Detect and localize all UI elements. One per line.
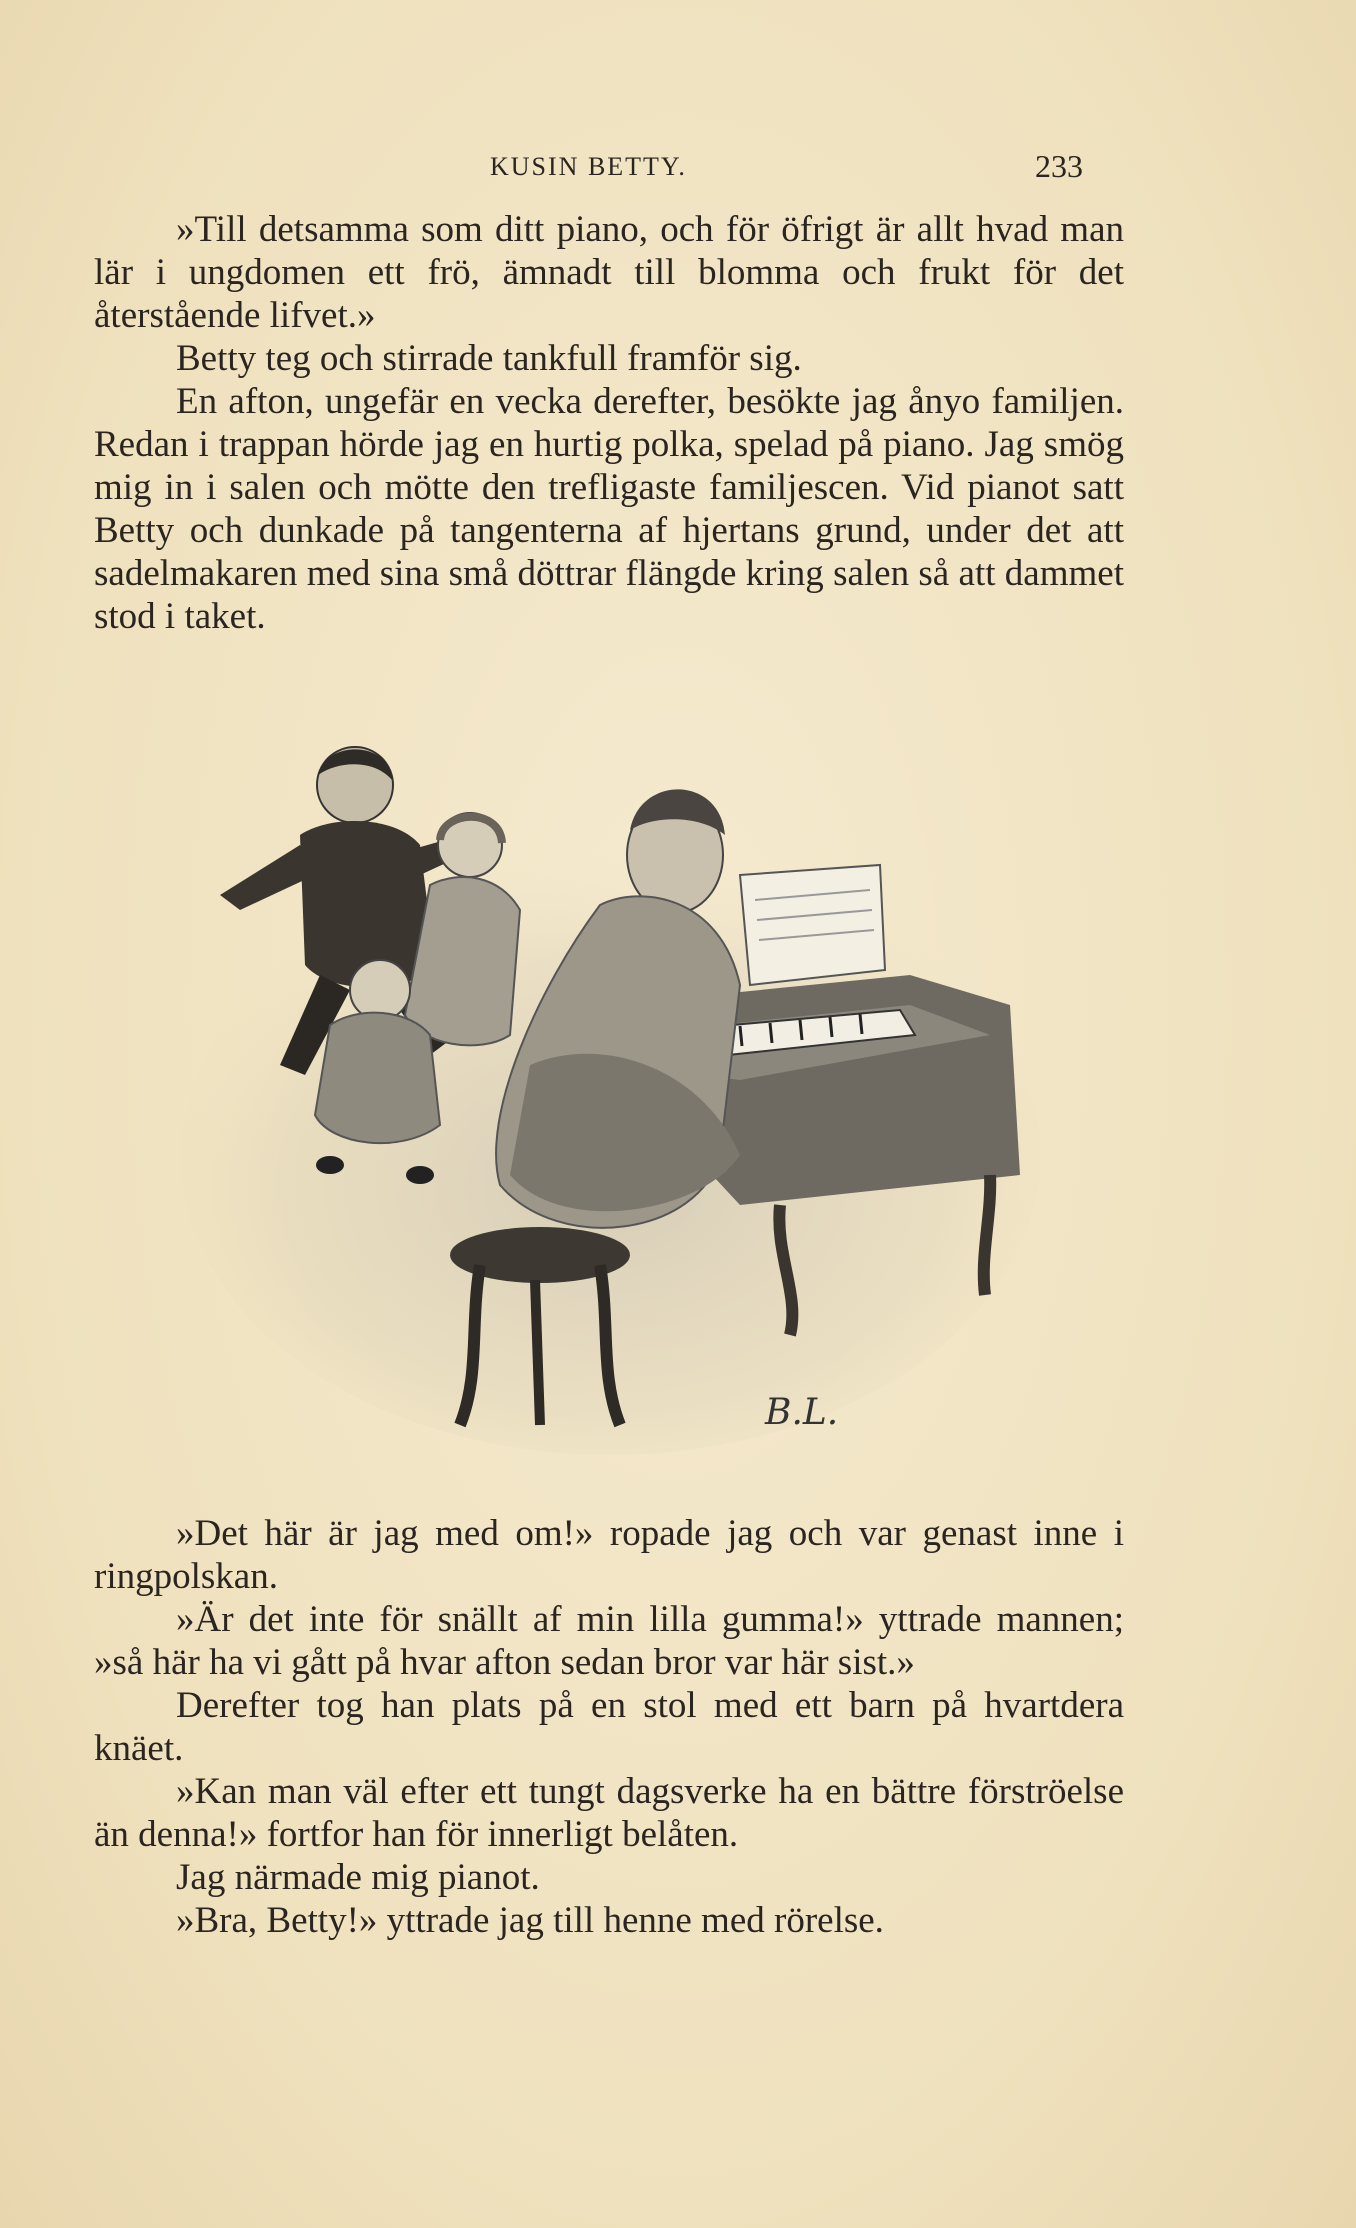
paragraph: Derefter tog han plats på en stol med ett barn på hvartdera knäet. xyxy=(94,1685,1124,1769)
paragraph: »Bra, Betty!» yttrade jag till henne med rörelse. xyxy=(176,1900,884,1941)
bottom-text-block xyxy=(94,1512,1124,1942)
paragraph: En afton, ungefär en vecka derefter, besökte jag ånyo familjen. Redan i trappan hörde jag en hurtig polka, spelad på piano. Jag smög mig in i salen och mötte den trefligaste familjescen. Vid pianot satt Betty och dunkade på tangenterna af hjertans grund, under det att sadelmakaren med sina små döttrar flängde kring salen så att dammet stod i taket. xyxy=(94,381,1124,637)
paragraph: Betty teg och stirrade tankfull framför sig. xyxy=(176,338,802,379)
paragraph: »Kan man väl efter ett tungt dagsverke ha en bättre förströelse än denna!» fortfor han för innerligt belåten. xyxy=(94,1771,1124,1855)
running-title: KUSIN BETTY. xyxy=(490,152,687,181)
illustration-dancing-family-piano xyxy=(180,735,1050,1455)
page-header xyxy=(90,148,1090,188)
paragraph: »Det här är jag med om!» ropade jag och var genast inne i ringpolskan. xyxy=(94,1513,1124,1597)
top-text-block xyxy=(94,208,1124,638)
paragraph: »Till detsamma som ditt piano, och för öfrigt är allt hvad man lär i ungdomen ett frö, ämnadt till blomma och frukt för det återstående lifvet.» xyxy=(94,209,1124,336)
page-number: 233 xyxy=(1035,148,1083,184)
paragraph: Jag närmade mig pianot. xyxy=(176,1857,540,1898)
paragraph: »Är det inte för snällt af min lilla gumma!» yttrade mannen; »så här ha vi gått på hvar afton sedan bror var här sist.» xyxy=(94,1599,1124,1683)
artist-signature: B.L. xyxy=(765,1392,839,1433)
